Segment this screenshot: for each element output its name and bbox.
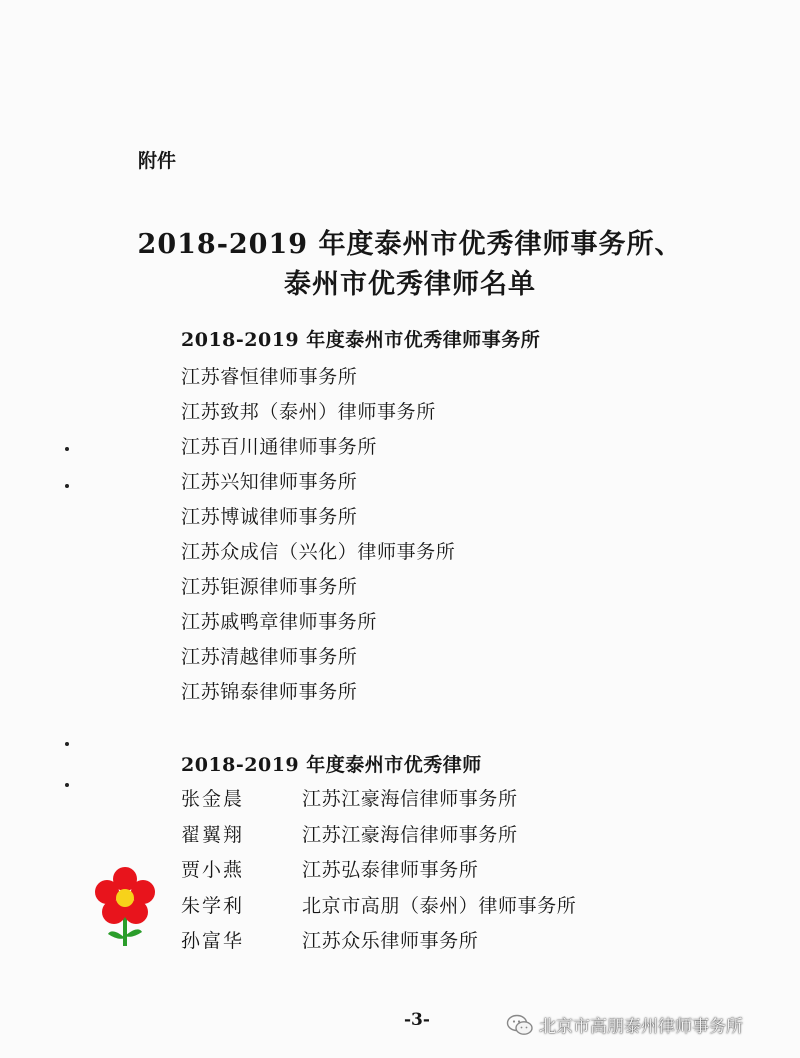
watermark bbox=[506, 1012, 743, 1037]
lawyer-name: 张金晨 bbox=[181, 788, 245, 810]
lawyer-name: 贾小燕 bbox=[181, 859, 245, 881]
firm-list-item: 江苏戚鸭章律师事务所 bbox=[181, 611, 378, 633]
flower-icon bbox=[90, 866, 160, 950]
page-number: -3- bbox=[404, 1010, 430, 1030]
lawyer-row bbox=[181, 820, 576, 856]
scan-speck bbox=[65, 484, 69, 488]
scan-speck bbox=[65, 783, 69, 787]
lawyer-list bbox=[181, 784, 576, 962]
watermark-text: 北京市高朋泰州律师事务所 bbox=[539, 1017, 743, 1037]
lawyer-name: 翟翼翔 bbox=[181, 823, 245, 846]
lawyer-firm: 江苏江豪海信律师事务所 bbox=[302, 788, 518, 810]
firm-list-item: 江苏锦泰律师事务所 bbox=[181, 681, 358, 703]
firm-list-item: 江苏博诚律师事务所 bbox=[181, 506, 358, 528]
lawyer-firm: 江苏江豪海信律师事务所 bbox=[302, 823, 518, 846]
firm-list bbox=[181, 362, 455, 712]
firms-section-heading: 2018-2019 年度泰州市优秀律师事务所 bbox=[181, 329, 541, 351]
lawyer-name: 朱学利 bbox=[181, 894, 245, 917]
flower-center bbox=[116, 889, 134, 907]
firm-list-item: 江苏睿恒律师事务所 bbox=[181, 366, 358, 388]
lawyer-firm: 北京市高朋（泰州）律师事务所 bbox=[302, 894, 577, 917]
lawyer-name: 孙富华 bbox=[181, 930, 245, 952]
firm-list-item: 江苏钜源律师事务所 bbox=[181, 576, 358, 598]
flower-leaf bbox=[125, 929, 142, 936]
document-title-line-2: 泰州市优秀律师名单 bbox=[284, 269, 536, 300]
firm-list-item: 江苏百川通律师事务所 bbox=[181, 436, 378, 458]
lawyer-row bbox=[181, 855, 576, 891]
wechat-icon bbox=[506, 1014, 534, 1036]
attachment-label: 附件 bbox=[138, 150, 177, 172]
firm-list-item: 江苏致邦（泰州）律师事务所 bbox=[181, 401, 436, 423]
lawyer-row bbox=[181, 891, 576, 927]
lawyer-row bbox=[181, 784, 576, 820]
document-title-line-1: 2018-2019 年度泰州市优秀律师事务所、 bbox=[137, 229, 683, 260]
flower-leaf bbox=[108, 931, 125, 938]
firm-list-item: 江苏兴知律师事务所 bbox=[181, 471, 358, 493]
scan-speck bbox=[65, 742, 69, 746]
scan-speck bbox=[65, 447, 69, 451]
lawyers-section-heading: 2018-2019 年度泰州市优秀律师 bbox=[181, 754, 482, 776]
firm-list-item: 江苏众成信（兴化）律师事务所 bbox=[181, 541, 456, 563]
lawyer-row bbox=[181, 926, 576, 962]
firm-list-item: 江苏清越律师事务所 bbox=[181, 646, 358, 668]
lawyer-firm: 江苏众乐律师事务所 bbox=[302, 930, 479, 952]
lawyer-firm: 江苏弘泰律师事务所 bbox=[302, 859, 479, 881]
